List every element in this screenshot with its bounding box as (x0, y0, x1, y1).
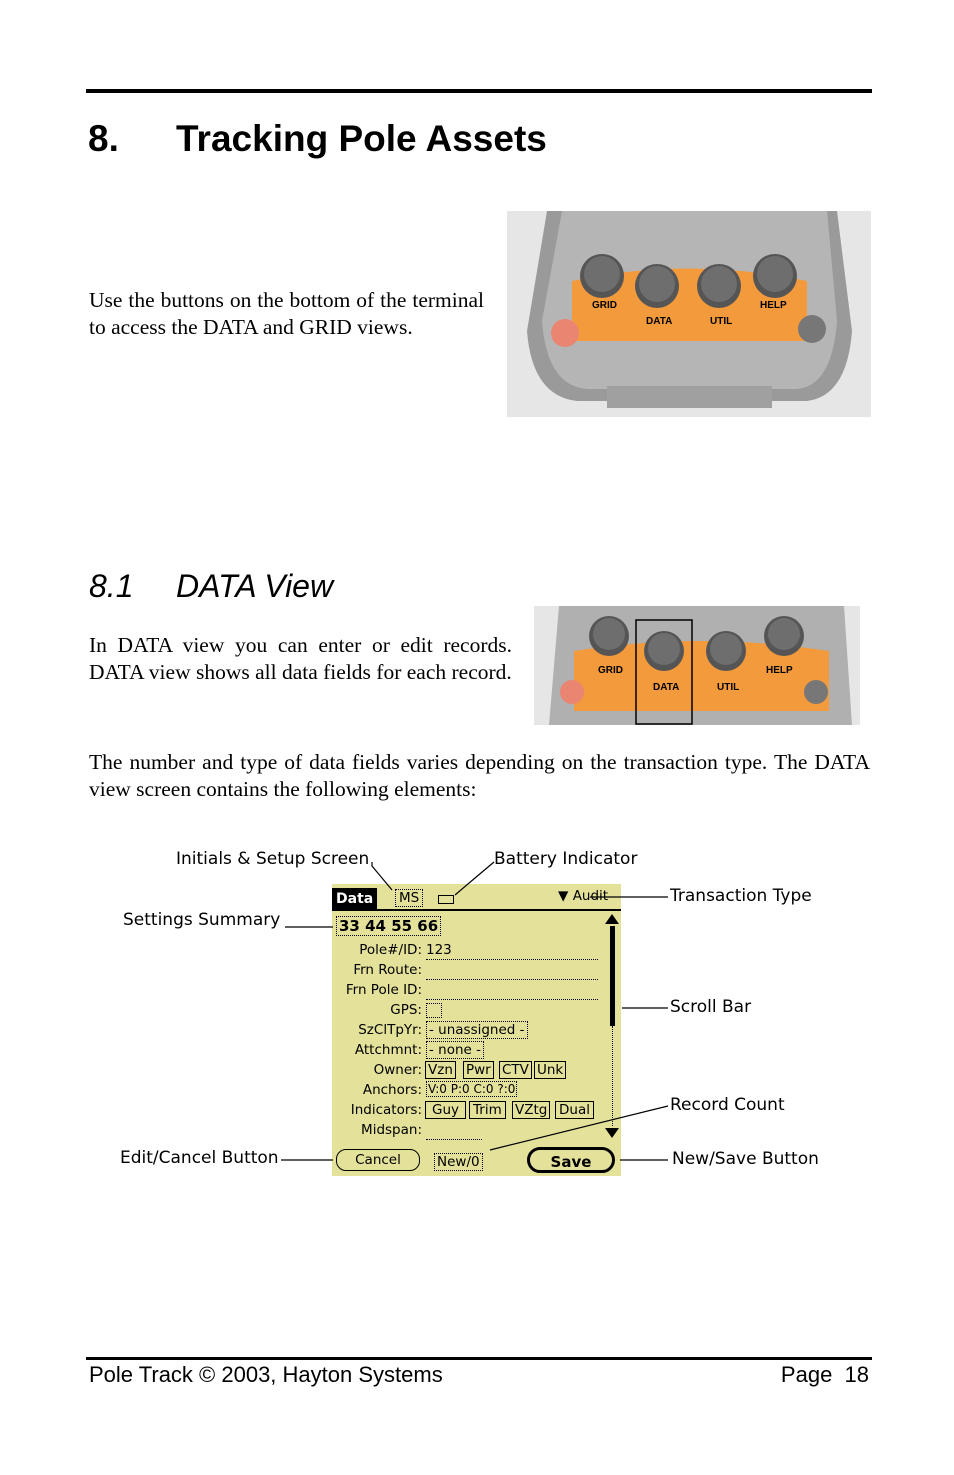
save-button[interactable]: Save (527, 1147, 615, 1173)
chevron-down-icon: ▼ (558, 888, 573, 904)
footer-copyright: Pole Track © 2003, Hayton Systems (89, 1362, 443, 1387)
cancel-button[interactable]: Cancel (336, 1149, 420, 1171)
annotation-edit-cancel: Edit/Cancel Button (120, 1148, 279, 1168)
annotation-initials-setup: Initials & Setup Screen (176, 849, 370, 869)
util-key-label: UTIL (717, 682, 740, 693)
field-label: Anchors: (362, 1082, 422, 1098)
initials-field[interactable]: MS (395, 889, 423, 907)
footer-rule (86, 1357, 872, 1360)
data-key-label: DATA (653, 682, 680, 693)
page-number: Page 18 (780, 1362, 869, 1387)
owner-option[interactable]: Unk (534, 1061, 566, 1079)
field-label: Midspan: (361, 1122, 422, 1138)
help-key-label: HELP (766, 665, 793, 676)
pole-id-value[interactable]: 123 (426, 942, 452, 958)
field-label: Frn Route: (353, 962, 422, 978)
owner-option[interactable]: Pwr (463, 1061, 494, 1079)
fields-paragraph: The number and type of data fields varies depending on the transaction type. The DATA view screen contains the following elements: (89, 750, 870, 801)
grid-key-label: GRID (592, 300, 617, 311)
annotation-transaction-type: Transaction Type (670, 886, 812, 906)
util-key-label: UTIL (710, 316, 733, 327)
annotation-record-count: Record Count (670, 1095, 785, 1115)
data-view-paragraph: In DATA view you can enter or edit records. DATA view shows all data fields for each record. (89, 633, 512, 684)
subsection-title: DATA View (176, 568, 334, 604)
help-key-label: HELP (760, 300, 787, 311)
anchors-field[interactable]: V:0 P:0 C:0 ?:0 (428, 1082, 516, 1096)
data-tab[interactable]: Data (332, 888, 377, 910)
intro-paragraph: Use the buttons on the bottom of the terminal to access the DATA and GRID views. (89, 288, 484, 339)
indicator-option[interactable]: Trim (469, 1101, 506, 1119)
field-label: Pole#/ID: (359, 942, 422, 958)
indicator-option[interactable]: Guy (425, 1101, 466, 1119)
owner-option[interactable]: CTV (499, 1061, 532, 1079)
section-title: Tracking Pole Assets (176, 118, 547, 159)
field-label: Indicators: (350, 1102, 422, 1118)
field-label: SzClTpYr: (358, 1022, 422, 1038)
subsection-number: 8.1 (89, 568, 134, 604)
settings-summary[interactable]: 33 44 55 66 (336, 916, 441, 936)
field-label: GPS: (390, 1002, 422, 1018)
annotation-battery: Battery Indicator (494, 849, 638, 869)
grid-key-label: GRID (598, 665, 623, 676)
section-number: 8. (88, 118, 119, 159)
owner-option[interactable]: Vzn (425, 1061, 456, 1079)
indicator-option[interactable]: VZtg (512, 1101, 550, 1119)
record-count: New/0 (434, 1153, 483, 1171)
annotation-scroll-bar: Scroll Bar (670, 997, 752, 1017)
annotation-new-save: New/Save Button (672, 1149, 819, 1169)
field-label: Owner: (373, 1062, 422, 1078)
indicator-option[interactable]: Dual (555, 1101, 594, 1119)
transaction-type-value: Audit (572, 888, 609, 904)
field-label: Attchmnt: (354, 1042, 422, 1058)
attachment-selector[interactable]: - none - (426, 1041, 484, 1059)
data-key-label: DATA (646, 316, 673, 327)
size-class-selector[interactable]: - unassigned - (426, 1021, 528, 1039)
annotation-settings-summary: Settings Summary (123, 910, 281, 930)
field-label: Frn Pole ID: (345, 982, 422, 998)
